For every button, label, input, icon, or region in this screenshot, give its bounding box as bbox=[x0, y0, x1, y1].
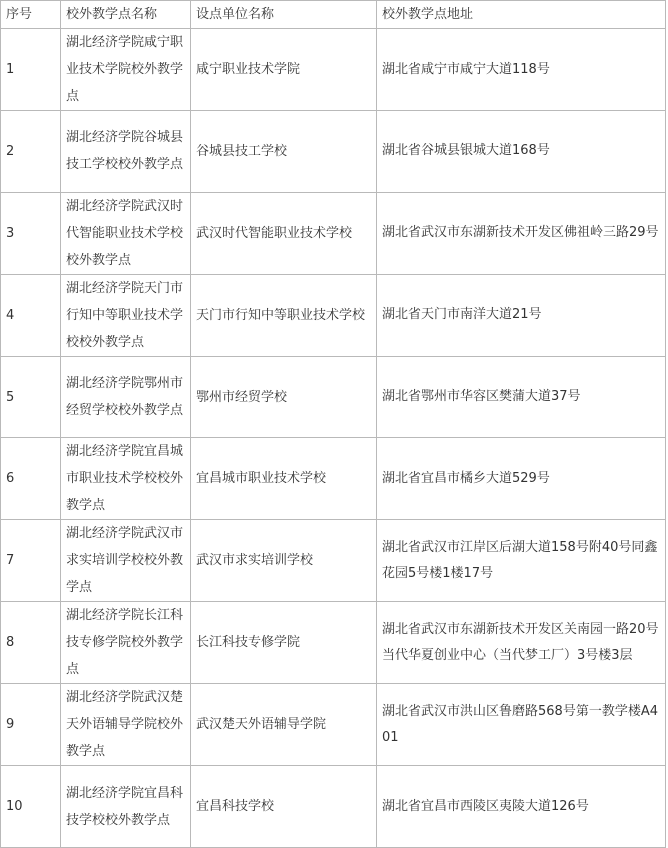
row-unit-name: 武汉楚天外语辅导学院 bbox=[191, 684, 377, 766]
row-site-name: 湖北经济学院宜昌科技学校校外教学点 bbox=[61, 766, 191, 848]
table-row bbox=[1, 29, 666, 111]
header-site-name: 校外教学点名称 bbox=[61, 1, 191, 29]
row-site-name: 湖北经济学院武汉时代智能职业技术学校校外教学点 bbox=[61, 192, 191, 274]
table-row bbox=[1, 602, 666, 684]
row-unit-name: 武汉市求实培训学校 bbox=[191, 520, 377, 602]
table-row bbox=[1, 356, 666, 438]
header-index: 序号 bbox=[1, 1, 61, 29]
row-site-address: 湖北省武汉市江岸区后湖大道158号附40号同鑫花园5号楼1楼17号 bbox=[377, 520, 666, 602]
row-site-address: 湖北省宜昌市橘乡大道529号 bbox=[377, 438, 666, 520]
row-site-name: 湖北经济学院鄂州市经贸学校校外教学点 bbox=[61, 356, 191, 438]
row-site-name: 湖北经济学院武汉楚天外语辅导学院校外教学点 bbox=[61, 684, 191, 766]
row-index: 7 bbox=[1, 520, 61, 602]
row-unit-name: 宜昌城市职业技术学校 bbox=[191, 438, 377, 520]
row-site-address: 湖北省天门市南洋大道21号 bbox=[377, 274, 666, 356]
row-index: 3 bbox=[1, 192, 61, 274]
row-unit-name: 宜昌科技学校 bbox=[191, 766, 377, 848]
row-unit-name: 鄂州市经贸学校 bbox=[191, 356, 377, 438]
row-site-address: 湖北省鄂州市华容区樊蒲大道37号 bbox=[377, 356, 666, 438]
table-row bbox=[1, 274, 666, 356]
row-site-name: 湖北经济学院长江科技专修学院校外教学点 bbox=[61, 602, 191, 684]
row-site-address: 湖北省武汉市东湖新技术开发区佛祖岭三路29号 bbox=[377, 192, 666, 274]
row-index: 1 bbox=[1, 29, 61, 111]
table-header-row bbox=[1, 1, 666, 29]
table-row bbox=[1, 684, 666, 766]
row-site-name: 湖北经济学院宜昌城市职业技术学校校外教学点 bbox=[61, 438, 191, 520]
table-row bbox=[1, 766, 666, 848]
row-unit-name: 天门市行知中等职业技术学校 bbox=[191, 274, 377, 356]
row-unit-name: 谷城县技工学校 bbox=[191, 111, 377, 193]
row-index: 2 bbox=[1, 111, 61, 193]
row-site-name: 湖北经济学院武汉市求实培训学校校外教学点 bbox=[61, 520, 191, 602]
row-unit-name: 咸宁职业技术学院 bbox=[191, 29, 377, 111]
table-row bbox=[1, 111, 666, 193]
table-row bbox=[1, 438, 666, 520]
row-site-address: 湖北省谷城县银城大道168号 bbox=[377, 111, 666, 193]
row-index: 8 bbox=[1, 602, 61, 684]
table-row bbox=[1, 192, 666, 274]
row-site-name: 湖北经济学院咸宁职业技术学院校外教学点 bbox=[61, 29, 191, 111]
row-site-name: 湖北经济学院天门市行知中等职业技术学校校外教学点 bbox=[61, 274, 191, 356]
header-site-address: 校外教学点地址 bbox=[377, 1, 666, 29]
row-unit-name: 长江科技专修学院 bbox=[191, 602, 377, 684]
row-site-name: 湖北经济学院谷城县技工学校校外教学点 bbox=[61, 111, 191, 193]
row-site-address: 湖北省咸宁市咸宁大道118号 bbox=[377, 29, 666, 111]
row-site-address: 湖北省宜昌市西陵区夷陵大道126号 bbox=[377, 766, 666, 848]
table-row bbox=[1, 520, 666, 602]
row-index: 5 bbox=[1, 356, 61, 438]
row-unit-name: 武汉时代智能职业技术学校 bbox=[191, 192, 377, 274]
row-index: 4 bbox=[1, 274, 61, 356]
row-index: 9 bbox=[1, 684, 61, 766]
row-index: 6 bbox=[1, 438, 61, 520]
row-index: 10 bbox=[1, 766, 61, 848]
header-unit-name: 设点单位名称 bbox=[191, 1, 377, 29]
row-site-address: 湖北省武汉市东湖新技术开发区关南园一路20号当代华夏创业中心（当代梦工厂）3号楼3层 bbox=[377, 602, 666, 684]
row-site-address: 湖北省武汉市洪山区鲁磨路568号第一教学楼A401 bbox=[377, 684, 666, 766]
